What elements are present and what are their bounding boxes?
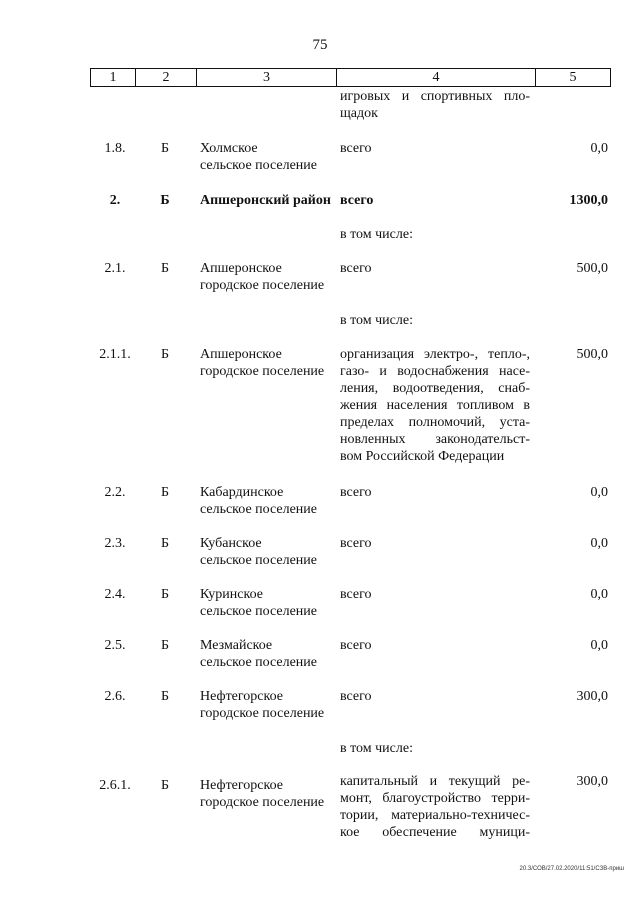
row-category: Б [160, 193, 170, 208]
header-col-2: 2 [136, 69, 197, 86]
row-number: 1.8. [104, 141, 126, 156]
row-name-line: Куринское [200, 587, 263, 602]
row-amount: 300,0 [576, 774, 608, 789]
row-number: 2.3. [104, 536, 126, 551]
row-description: всего [340, 141, 372, 156]
row-name-line: сельское поселение [200, 502, 317, 517]
row-name-line: Апшеронский район [200, 193, 331, 208]
row-description-line: кое обеспечение муници- [340, 825, 530, 840]
row-category: Б [160, 587, 170, 602]
row-name-line: Кубанское [200, 536, 262, 551]
row-name-line: Нефтегорское [200, 778, 283, 793]
row-description-line: тории, материально-техничес- [340, 808, 530, 823]
row-amount: 300,0 [576, 689, 608, 704]
row-name-line: Апшеронское [200, 261, 282, 276]
row-category: Б [160, 347, 170, 362]
row-name-line: сельское поселение [200, 158, 317, 173]
continuation-line: щадок [340, 106, 378, 121]
row-name-line: сельское поселение [200, 655, 317, 670]
row-name-line: городское поселение [200, 278, 325, 293]
row-amount: 1300,0 [569, 193, 608, 208]
row-name-line: Кабардинское [200, 485, 284, 500]
subtotal-label: в том числе: [340, 741, 413, 756]
row-name-line: Холмское [200, 141, 258, 156]
row-description: всего [340, 689, 372, 704]
header-col-1: 1 [91, 69, 136, 86]
row-category: Б [160, 638, 170, 653]
page-number: 75 [312, 37, 328, 53]
row-description: всего [340, 485, 372, 500]
row-number: 2.2. [104, 485, 126, 500]
row-description: всего [340, 587, 372, 602]
row-amount: 0,0 [590, 587, 608, 602]
row-description-line: ления, водоотведения, снаб- [340, 381, 530, 396]
row-description-line: вом Российской Федерации [340, 449, 505, 464]
row-description-line: организация электро-, тепло-, [340, 347, 530, 362]
row-description: всего [340, 193, 374, 208]
row-description: всего [340, 261, 372, 276]
row-name-line: Нефтегорское [200, 689, 283, 704]
subtotal-label: в том числе: [340, 227, 413, 242]
row-category: Б [160, 689, 170, 704]
row-name-line: сельское поселение [200, 604, 317, 619]
row-category: Б [160, 141, 170, 156]
row-number: 2.1. [104, 261, 126, 276]
row-amount: 500,0 [576, 261, 608, 276]
row-name-line: Мезмайское [200, 638, 273, 653]
row-description: всего [340, 638, 372, 653]
row-description-line: новленных законодательст- [340, 432, 530, 447]
row-category: Б [160, 485, 170, 500]
row-description-line: жения населения топливом в [340, 398, 530, 413]
row-amount: 0,0 [590, 536, 608, 551]
row-category: Б [160, 536, 170, 551]
row-name-line: городское поселение [200, 795, 325, 810]
row-description-line: монт, благоустройство терри- [340, 791, 530, 806]
row-amount: 0,0 [590, 141, 608, 156]
row-number: 2.4. [104, 587, 126, 602]
row-name-line: Апшеронское [200, 347, 282, 362]
row-number: 2.1.1. [99, 347, 131, 362]
row-number: 2.6. [104, 689, 126, 704]
row-category: Б [160, 778, 170, 793]
row-name-line: сельское поселение [200, 553, 317, 568]
row-name-line: городское поселение [200, 706, 325, 721]
row-description-line: пределах полномочий, уста- [340, 415, 530, 430]
subtotal-label: в том числе: [340, 313, 413, 328]
header-col-4: 4 [337, 69, 536, 86]
row-amount: 0,0 [590, 485, 608, 500]
document-code: 20.3/СОВ/27.02.2020/11:51/СЗВ-приш [519, 866, 624, 872]
row-amount: 0,0 [590, 638, 608, 653]
row-amount: 500,0 [576, 347, 608, 362]
row-number: 2. [109, 193, 121, 208]
row-description-line: газо- и водоснабжения насе- [340, 364, 530, 379]
table-header-row [90, 68, 611, 87]
header-col-3: 3 [197, 69, 337, 86]
continuation-line: игровых и спортивных пло- [340, 89, 530, 104]
row-number: 2.6.1. [99, 778, 131, 793]
row-name-line: городское поселение [200, 364, 325, 379]
row-number: 2.5. [104, 638, 126, 653]
row-description-line: капитальный и текущий ре- [340, 774, 530, 789]
row-category: Б [160, 261, 170, 276]
row-description: всего [340, 536, 372, 551]
header-col-5: 5 [569, 70, 577, 85]
